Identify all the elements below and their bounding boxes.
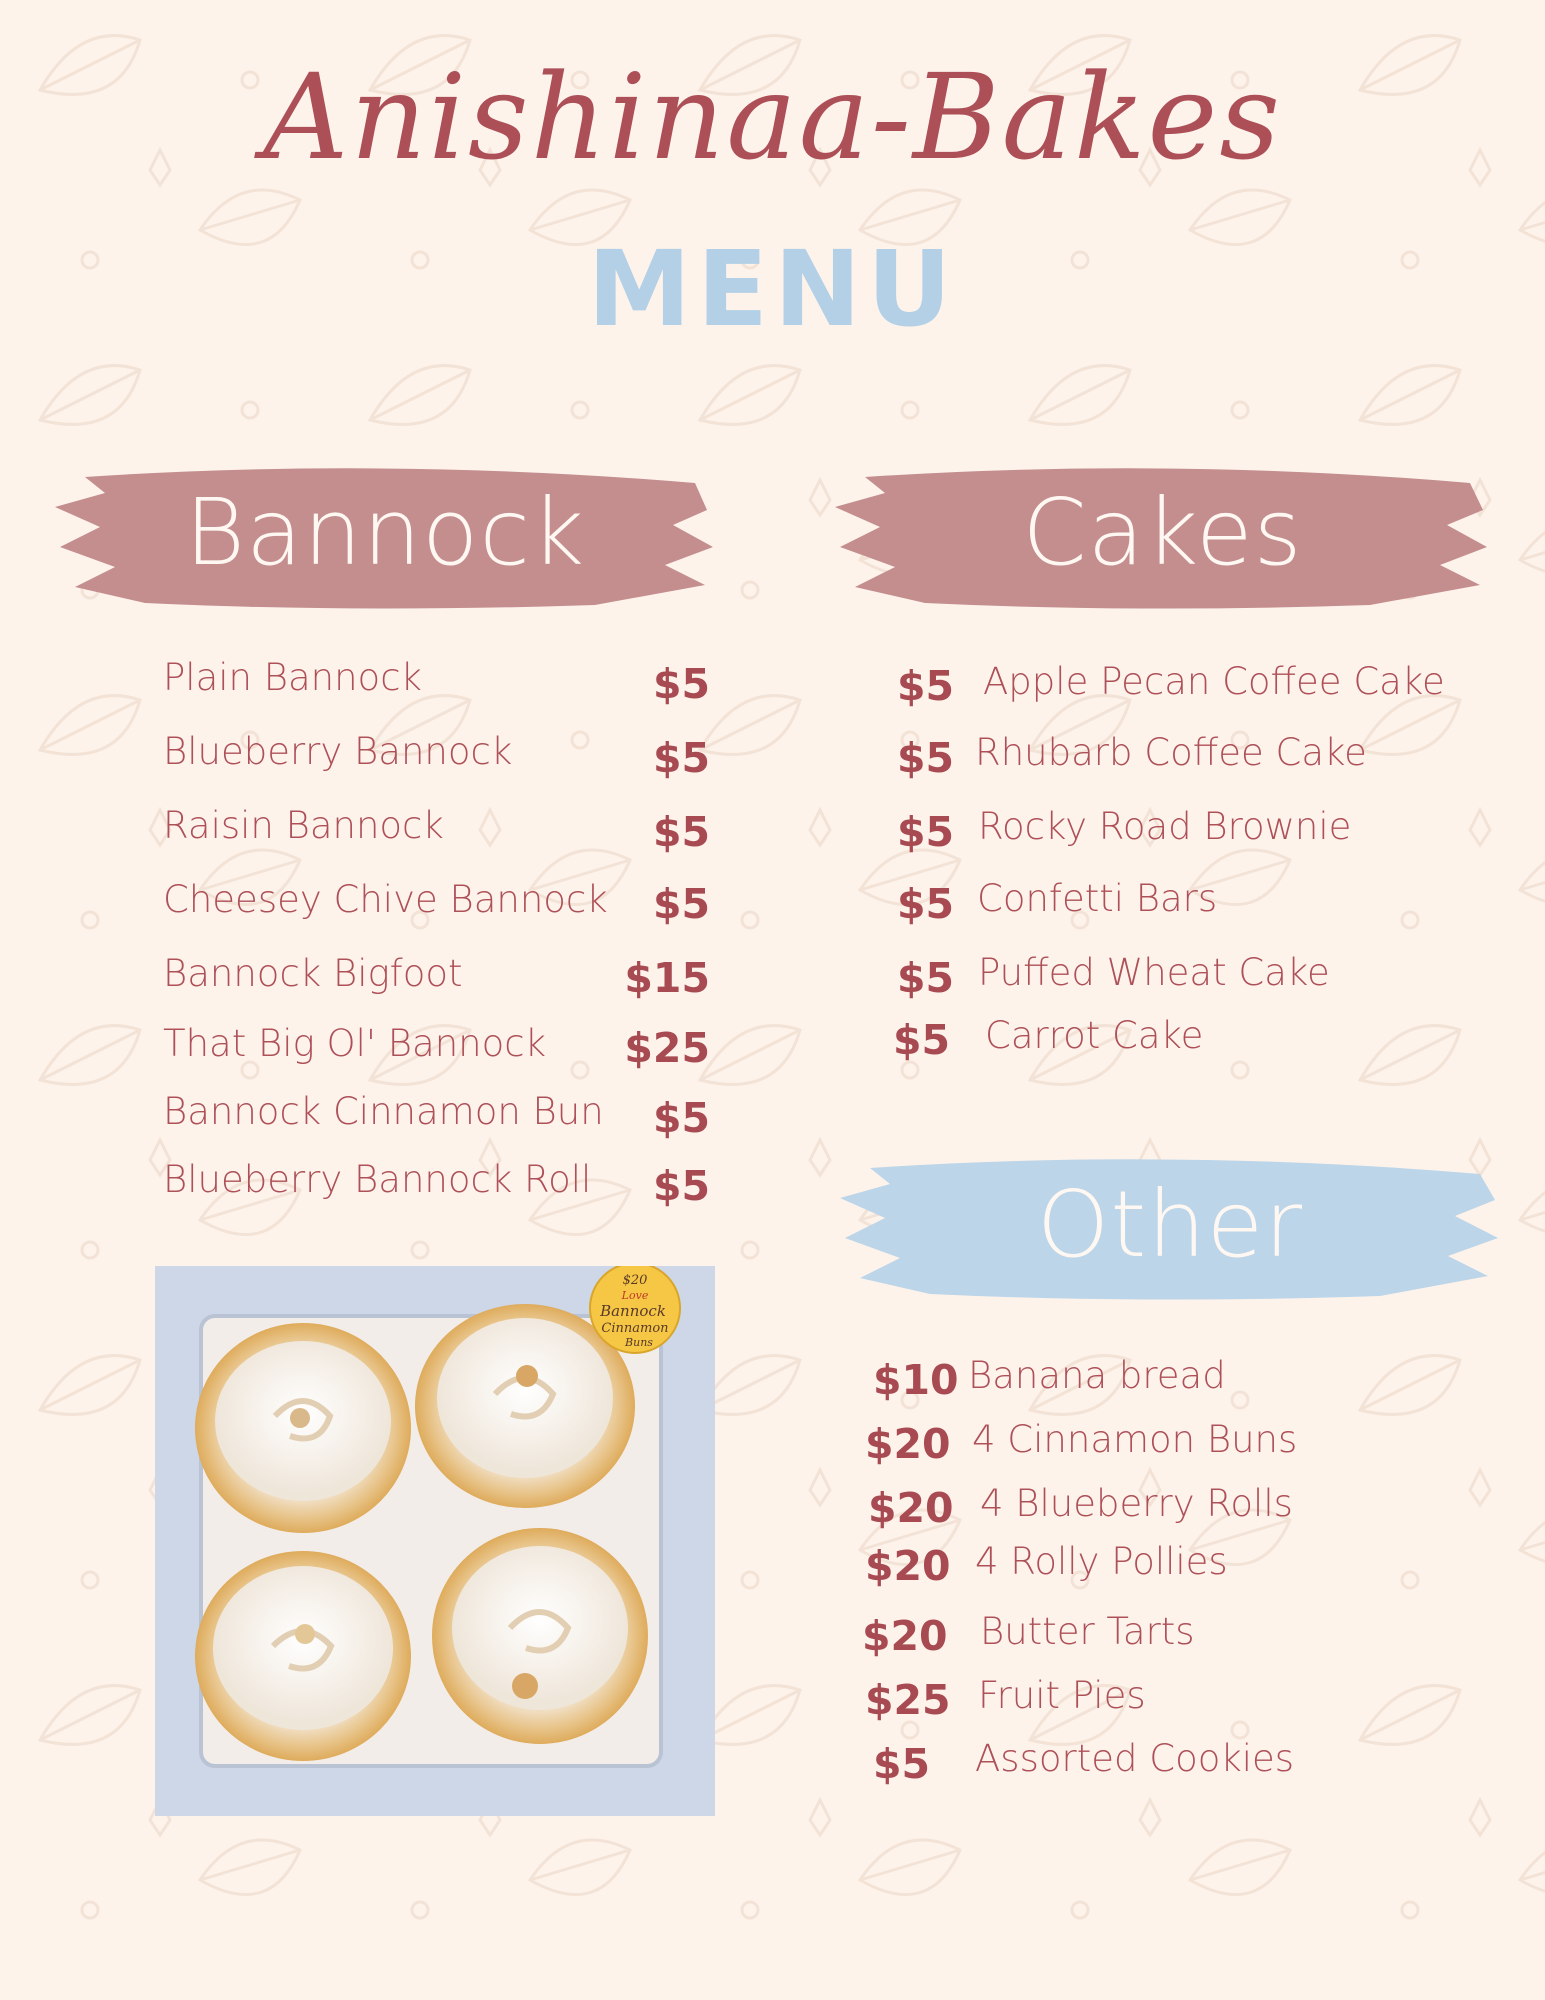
cakes-item-name: Puffed Wheat Cake [978,951,1330,994]
sticker-text: $20 [622,1273,648,1288]
bannock-item-name: Raisin Bannock [163,804,444,847]
cakes-item-name: Rocky Road Brownie [978,805,1352,848]
other-item-name: 4 Rolly Pollies [975,1540,1228,1583]
cakes-item-name: Apple Pecan Coffee Cake [983,660,1445,703]
other-item-price: $20 [865,1420,951,1468]
other-item-name: 4 Cinnamon Buns [972,1418,1298,1461]
sticker-text: Bannock [600,1302,666,1320]
cakes-item-name: Confetti Bars [977,877,1218,920]
bannock-heading: Bannock [184,479,586,586]
cakes-item-price: $5 [897,662,955,710]
cakes-item-price: $5 [893,1016,951,1064]
bannock-item-name: Blueberry Bannock Roll [163,1158,592,1201]
bannock-item-name: Blueberry Bannock [163,730,513,773]
bakery-title: Anishinaa-Bakes [263,48,1282,186]
other-heading-banner [840,1148,1500,1300]
bannock-item-price: $15 [624,954,710,1002]
bannock-item-price: $5 [652,808,710,856]
bannock-item-price: $5 [652,880,710,928]
other-item-name: Banana bread [968,1354,1226,1397]
other-item-price: $10 [873,1356,959,1404]
cakes-item-name: Rhubarb Coffee Cake [975,731,1367,774]
other-item-name: Assorted Cookies [975,1737,1295,1780]
sticker-text: Cinnamon [601,1321,669,1336]
other-item-name: Butter Tarts [980,1610,1195,1653]
bannock-item-price: $25 [624,1024,710,1072]
bannock-heading-banner [55,455,715,610]
other-heading: Other [1036,1170,1304,1278]
bannock-item-name: That Big Ol' Bannock [163,1022,547,1065]
bannock-item-name: Bannock Bigfoot [163,952,463,995]
cakes-item-price: $5 [897,734,955,782]
bannock-item-price: $5 [652,1094,710,1142]
other-item-price: $20 [865,1542,951,1590]
other-item-price: $20 [862,1612,948,1660]
bannock-item-price: $5 [652,660,710,708]
cakes-item-name: Carrot Cake [985,1014,1204,1057]
bannock-item-name: Plain Bannock [163,656,422,699]
bannock-item-price: $5 [652,734,710,782]
cinnamon-buns-illustration [155,1266,715,1816]
cakes-item-price: $5 [897,954,955,1002]
other-item-name: Fruit Pies [978,1674,1146,1717]
cakes-heading: Cakes [1022,479,1303,586]
sticker-text: Love [621,1289,649,1302]
cinnamon-buns-photo [155,1266,715,1816]
sticker-text: Buns [625,1336,653,1349]
cakes-item-price: $5 [897,880,955,928]
bannock-item-name: Cheesey Chive Bannock [163,878,608,921]
menu-subtitle: MENU [587,228,958,350]
other-item-price: $25 [865,1676,951,1724]
cakes-item-price: $5 [897,808,955,856]
other-item-price: $5 [873,1740,931,1788]
other-item-price: $20 [868,1484,954,1532]
other-item-name: 4 Blueberry Rolls [980,1482,1293,1525]
bannock-item-price: $5 [652,1162,710,1210]
cakes-heading-banner [835,455,1490,610]
bannock-item-name: Bannock Cinnamon Bun [163,1090,604,1133]
